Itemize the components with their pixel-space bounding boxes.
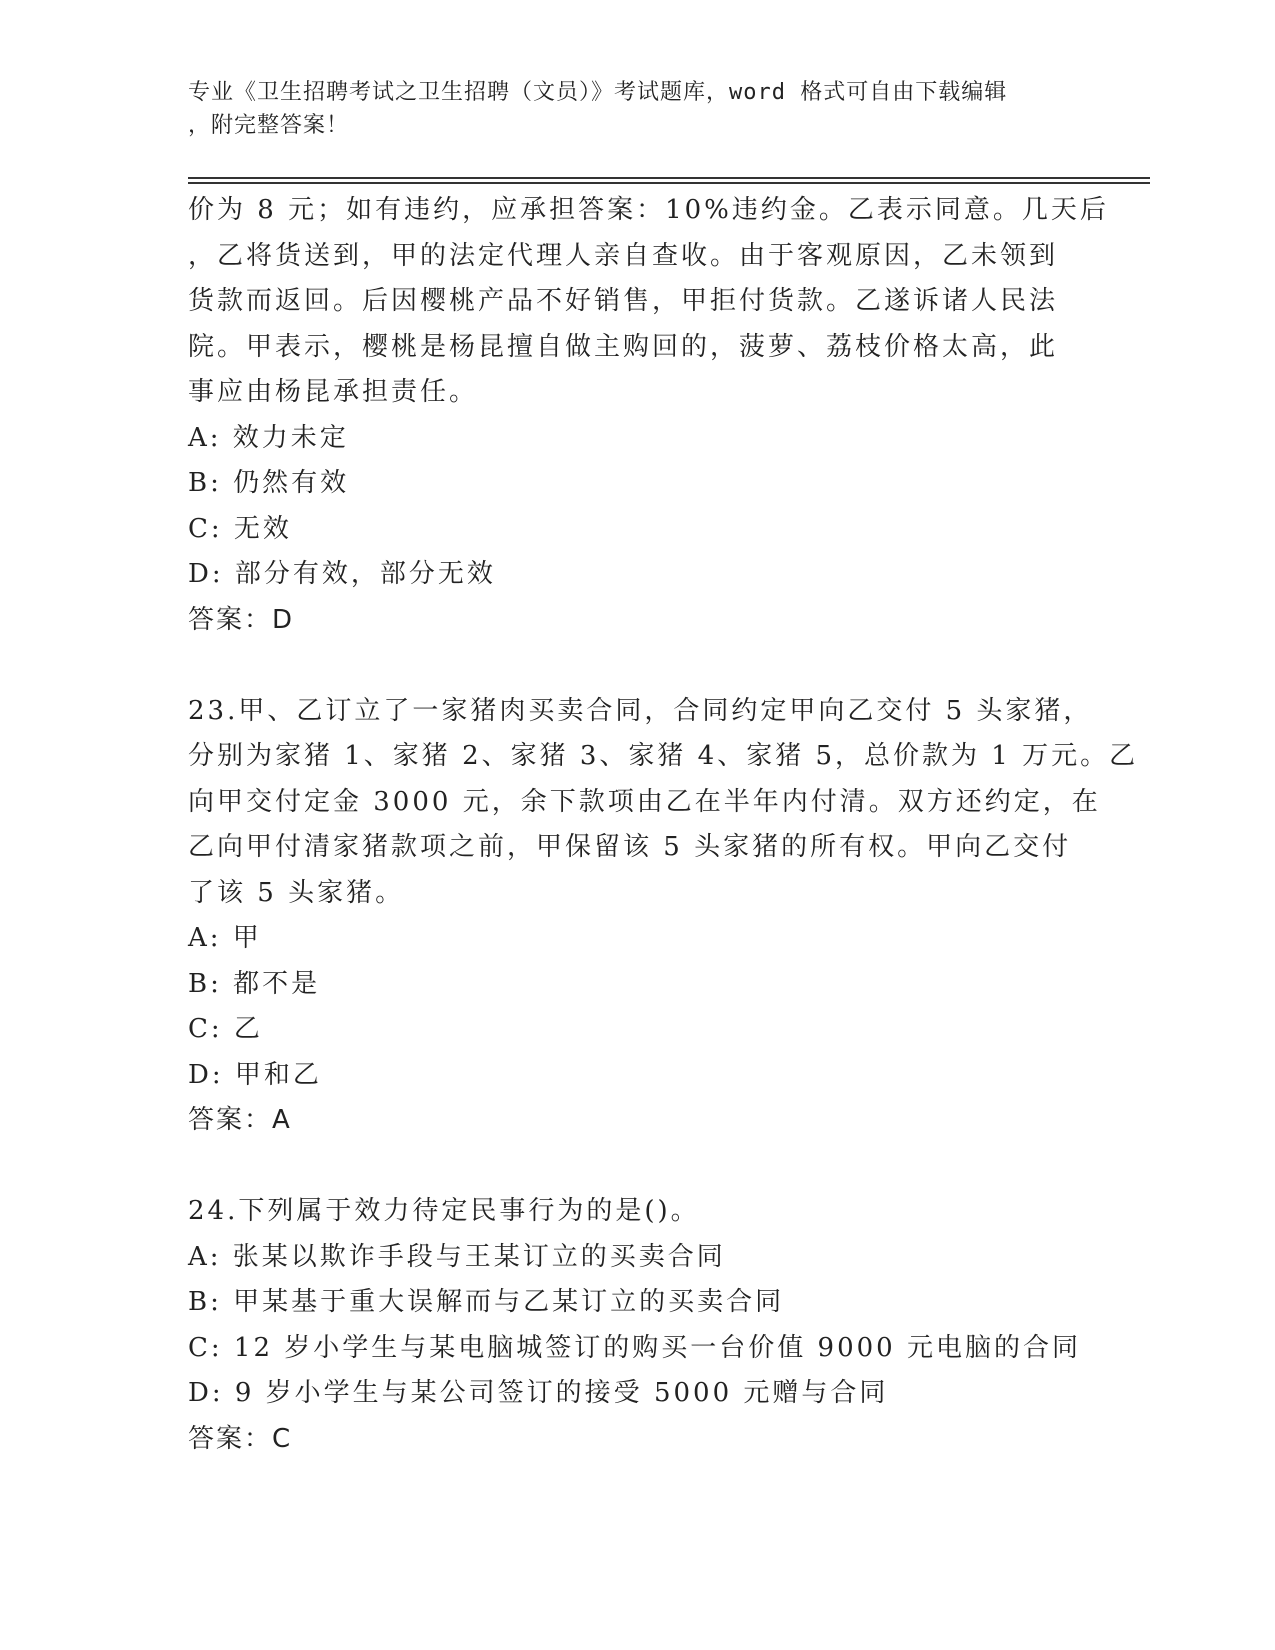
option-c: C: 12 岁小学生与某电脑城签订的购买一台价值 9000 元电脑的合同 <box>188 1332 1081 1363</box>
option-d: D: 9 岁小学生与某公司签订的接受 5000 元赠与合同 <box>188 1378 889 1408</box>
option-c: C: 无效 <box>188 513 292 544</box>
option-a: A: 张某以欺诈手段与王某订立的买卖合同 <box>188 1241 726 1272</box>
header-line-2: ，附完整答案！ <box>188 113 350 138</box>
header-divider-top <box>188 177 1150 179</box>
question-22 <box>188 188 1108 643</box>
question-text-line: 事应由杨昆承担责任。 <box>188 377 479 407</box>
question-text-line: 向甲交付定金 3000 元，余下款项由乙在半年内付清。双方还约定，在 <box>188 786 1101 817</box>
answer-label: 答案：D <box>188 604 295 635</box>
question-text-line: 23.甲、乙订立了一家猪肉买卖合同，合同约定甲向乙交付 5 头家猪， <box>188 695 1093 726</box>
question-text-line: 价为 8 元；如有违约，应承担答案：10%违约金。乙表示同意。几天后 <box>188 195 1109 225</box>
spacer <box>188 643 1108 689</box>
option-d: D: 部分有效，部分无效 <box>188 559 496 589</box>
spacer <box>188 1144 1108 1190</box>
option-a: A: 甲 <box>188 923 262 953</box>
answer-label: 答案：C <box>188 1423 293 1454</box>
option-b: B: 仍然有效 <box>188 468 350 498</box>
question-24 <box>188 1189 1108 1462</box>
option-b: B: 甲某基于重大误解而与乙某订立的买卖合同 <box>188 1287 785 1317</box>
question-text-line: 乙向甲付清家猪款项之前，甲保留该 5 头家猪的所有权。甲向乙交付 <box>188 832 1072 862</box>
page-header <box>188 76 1088 142</box>
option-c: C: 乙 <box>188 1014 263 1044</box>
question-text-line: 货款而返回。后因樱桃产品不好销售，甲拒付货款。乙遂诉诸人民法 <box>188 286 1059 316</box>
question-23 <box>188 689 1139 1144</box>
question-text-line: 分别为家猪 1、家猪 2、家猪 3、家猪 4、家猪 5，总价款为 1 万元。乙 <box>188 741 1139 771</box>
header-divider-bottom <box>188 182 1150 184</box>
question-text-line: 院。甲表示，樱桃是杨昆擅自做主购回的，菠萝、荔枝价格太高，此 <box>188 331 1059 362</box>
question-text-line: 24.下列属于效力待定民事行为的是()。 <box>188 1196 700 1226</box>
answer-label: 答案：A <box>188 1105 292 1135</box>
question-content <box>188 188 1139 1462</box>
header-line-1: 专业《卫生招聘考试之卫生招聘（文员）》考试题库，word 格式可自由下载编辑 <box>188 80 1008 105</box>
option-d: D: 甲和乙 <box>188 1059 322 1090</box>
question-text-line: 了该 5 头家猪。 <box>188 877 405 908</box>
question-text-line: ，乙将货送到，甲的法定代理人亲自查收。由于客观原因，乙未领到 <box>188 240 1059 271</box>
option-b: B: 都不是 <box>188 968 321 999</box>
option-a: A: 效力未定 <box>188 422 349 453</box>
